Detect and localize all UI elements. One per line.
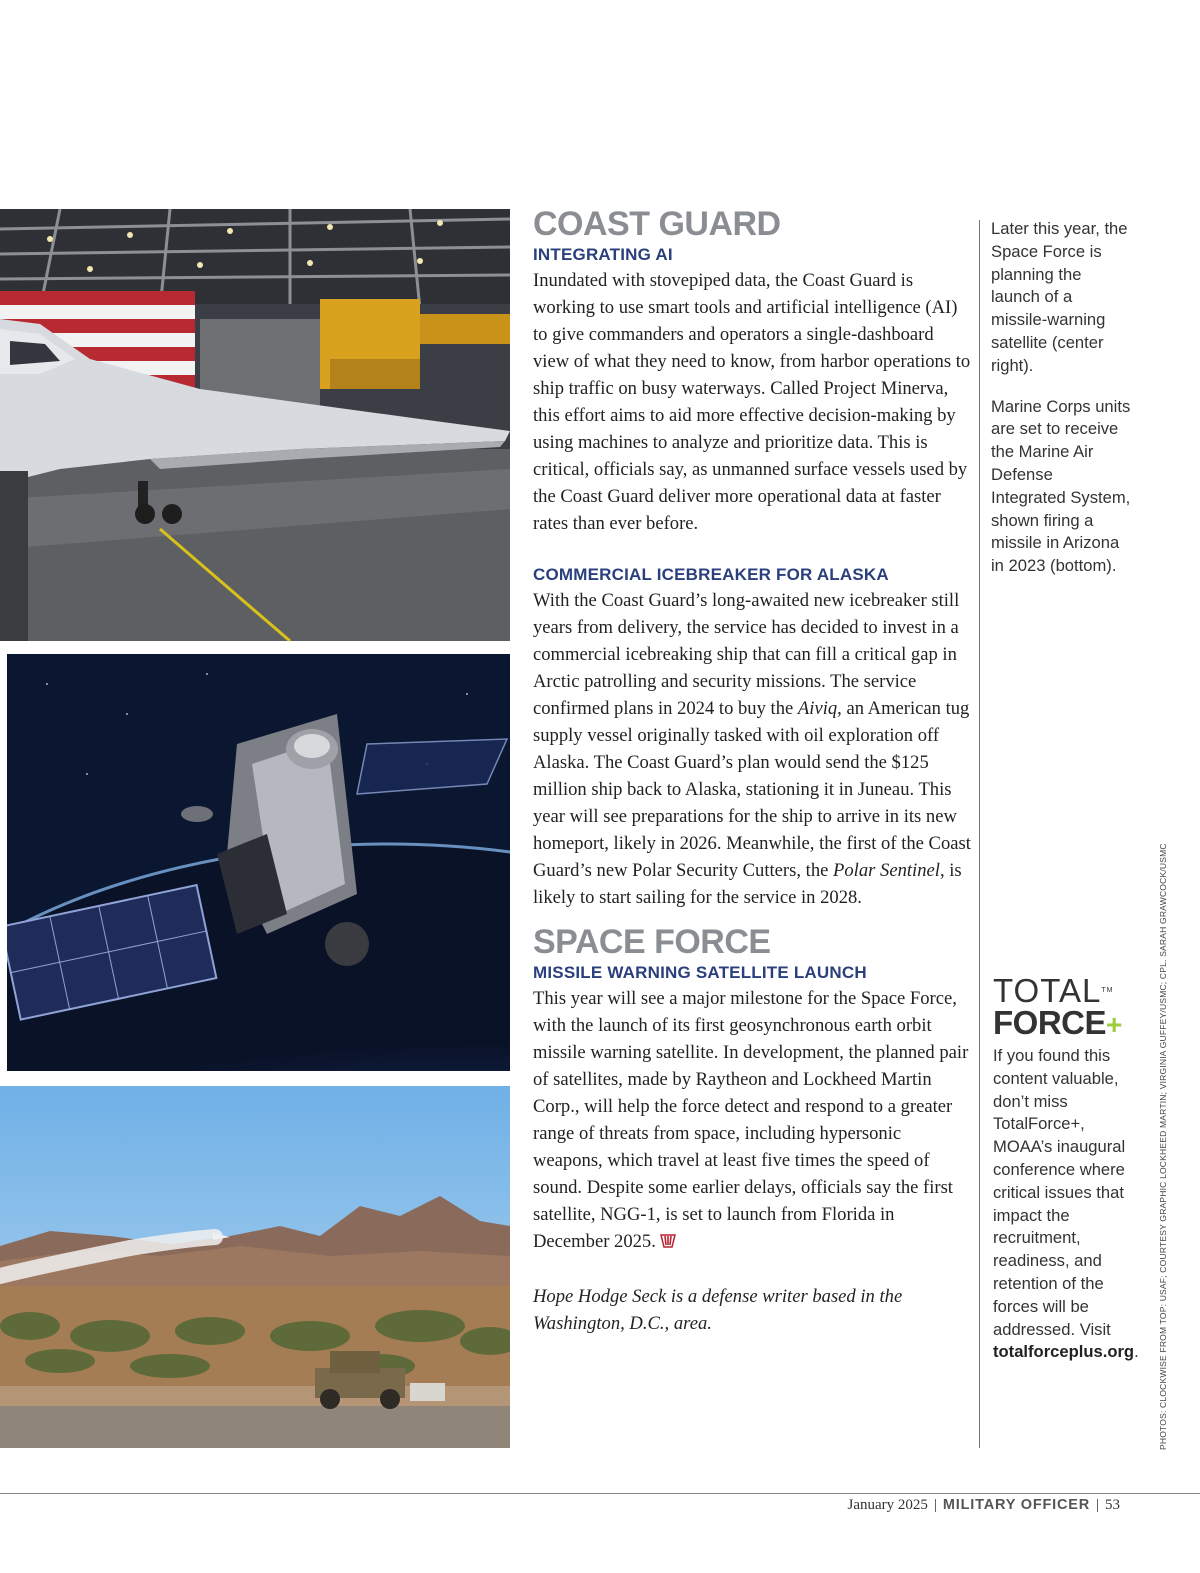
integrating-ai-body: Inundated with stovepiped data, the Coast Guard is working to use smart tools and artificial intelligence (AI) to give commanders and operators a single-dashboard view of what they need to know, from harbor operations to ship traffic on busy waterways. Called Project Minerva, this effort aims to aid more effective decision-making by using machines to analyze and prioritize data. This is critical, officials say, as unmanned surface vessels used by the Coast Guard deliver more operational data at faster rates than ever before.: [533, 270, 971, 534]
missile-launch-photo: [0, 1086, 510, 1448]
totalforce-link[interactable]: totalforceplus.org: [993, 1342, 1135, 1362]
coast-guard-heading: COAST GUARD: [533, 205, 781, 243]
satellite-orbit-photo: [7, 654, 510, 1071]
totalforce-promo-text: If you found this content valuable, don’t miss TotalForce+, MOAA’s inaugural conference where critical issues that impact the recruitment, readiness, and retention of the forces will be addressed. Visit totalforceplus.org.: [993, 1046, 1139, 1362]
totalforce-logo: TOTAL™ FORCE+: [993, 972, 1122, 1041]
author-byline: Hope Hodge Seck is a defense writer based in the Washington, D.C., area.: [533, 1286, 903, 1334]
article-body: [533, 205, 973, 1337]
satellite-launch-subheading: MISSILE WARNING SATELLITE LAUNCH: [533, 963, 867, 982]
page-number: 53: [1105, 1497, 1120, 1513]
caption-satellite: Later this year, the Space Force is planning the launch of a missile-warning satellite (center right).: [991, 219, 1128, 375]
ship-name-aiviq: Aiviq: [797, 698, 838, 719]
icebreaker-subheading: COMMERCIAL ICEBREAKER FOR ALASKA: [533, 565, 889, 584]
photo-captions: [991, 218, 1131, 596]
space-force-heading: SPACE FORCE: [533, 923, 771, 961]
plus-icon: +: [1106, 1009, 1122, 1040]
page-footer: January 2025 | MILITARY OFFICER | 53: [847, 1497, 1120, 1513]
column-divider: [979, 220, 980, 1448]
icebreaker-body: With the Coast Guard’s long-awaited new icebreaker still years from delivery, the service has decided to invest in a commercial icebreaking ship that can fill a critical gap in Arctic patrolling and security missions. The service confirmed plans in 2024 to buy the Aiviq, an American tug supply vessel originally tasked with oil exploration off Alaska. The Coast Guard’s plan would send the $125 million ship back to Alaska, stationing it in Juneau. This year will see preparations for the ship to arrive in its new homeport, likely in 2026. Meanwhile, the first of the Coast Guard’s new Polar Security Cutters, the Polar Sentinel, is likely to start sailing for the service in 2028.: [533, 590, 971, 908]
satellite-launch-body: This year will see a major milestone for the Space Force, with the launch of its first geosynchronous earth orbit missile warning satellite. In development, the planned pair of satellites, made by Raytheon and Lockheed Martin Corp., will help the force detect and respond to a greater range of threats from space, including hypersonic weapons, which travel at least five times the speed of sound. Despite some earlier delays, officials say the first satellite, NGG-1, is set to launch from Florida in December 2025.: [533, 988, 969, 1252]
ship-name-polar-sentinel: Polar Sentinel: [833, 860, 940, 881]
publication-name: MILITARY OFFICER: [942, 1497, 1090, 1513]
integrating-ai-subheading: INTEGRATING AI: [533, 245, 673, 264]
hangar-aircraft-photo: [0, 209, 510, 641]
issue-date: January 2025: [847, 1497, 928, 1513]
end-mark-icon: [660, 1233, 676, 1249]
photo-credit: PHOTOS: CLOCKWISE FROM TOP: USAF; COURTESY GRAPHIC LOCKHEED MARTIN; VIRGINIA GUFFEY/USMC; CPL. SARAH GRAWCOCK/USMC: [1158, 843, 1168, 1450]
footer-rule: [0, 1493, 1200, 1494]
caption-marine-air-defense: Marine Corps units are set to receive the Marine Air Defense Integrated System, shown firing a missile in Arizona in 2023 (bottom).: [991, 396, 1131, 576]
